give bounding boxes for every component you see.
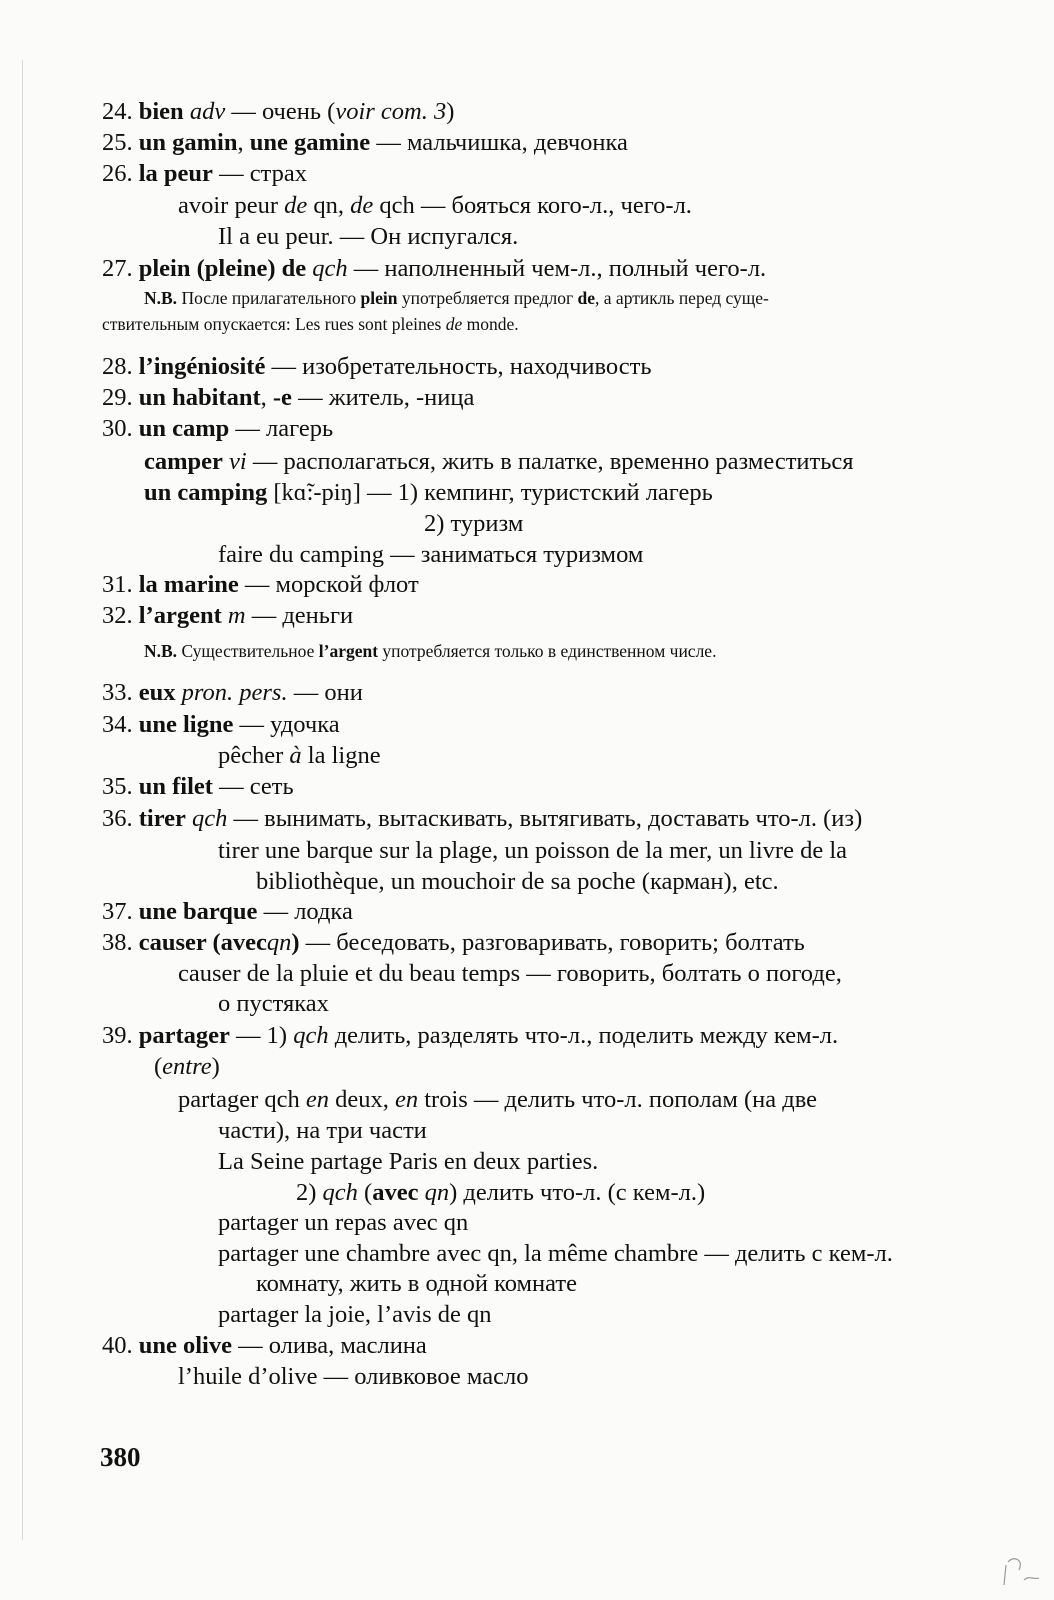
- entry-30-camping: un camping [kɑ̃:-piŋ] — 1) кемпинг, туристский лагерь: [144, 479, 713, 506]
- entry-38: 38. causer (avecqn) — беседовать, разговаривать, говорить; болтать: [102, 929, 805, 956]
- entry-36: 36. tirer qch — вынимать, вытаскивать, вытягивать, доставать что-л. (из): [102, 805, 863, 832]
- entry-30-camping-sense-2: 2) туризм: [424, 510, 524, 537]
- entry-39-entre: (entre): [154, 1053, 220, 1080]
- entry-29: 29. un habitant, -e — житель, -ница: [102, 384, 475, 411]
- entry-40: 40. une olive — олива, маслина: [102, 1332, 427, 1359]
- entry-32: 32. l’argent m — деньги: [102, 602, 354, 629]
- entry-35: 35. un filet — сеть: [102, 773, 294, 800]
- entry-37: 37. une barque — лодка: [102, 898, 353, 925]
- entry-39-example-4: partager une chambre avec qn, la même chambre — делить с кем-л.: [218, 1240, 893, 1267]
- entry-28: 28. l’ingéniosité — изобретательность, находчивость: [102, 353, 652, 380]
- entry-39-example-1-cont: части), на три части: [218, 1117, 427, 1144]
- entry-36-example-2: bibliothèque, un mouchoir de sa poche (карман), etc.: [256, 868, 779, 895]
- entry-33: 33. eux pron. pers. — они: [102, 679, 363, 706]
- page-edge-line: [22, 60, 23, 1540]
- entry-25: 25. un gamin, une gamine — мальчишка, девчонка: [102, 129, 628, 156]
- entry-24: 24. bien adv — очень (voir com. 3): [102, 98, 455, 125]
- entry-39-example-4-cont: комнату, жить в одной комнате: [256, 1270, 577, 1297]
- entry-30-example: faire du camping — заниматься туризмом: [218, 541, 644, 568]
- entry-34-example: pêcher à la ligne: [218, 742, 381, 769]
- entry-39: 39. partager — 1) qch делить, разделять что-л., поделить между кем-л.: [102, 1022, 839, 1049]
- entry-31: 31. la marine — морской флот: [102, 571, 419, 598]
- entry-39-example-2: La Seine partage Paris en deux parties.: [218, 1148, 599, 1175]
- entry-27-note-line-2: ствительным опускается: Les rues sont pleines de monde.: [102, 314, 519, 334]
- entry-27-note-line-1: N.B. После прилагательного plein употребляется предлог de, а артикль перед суще-: [144, 288, 769, 308]
- entry-39-example-5: partager la joie, l’avis de qn: [218, 1301, 492, 1328]
- entry-36-example-1: tirer une barque sur la plage, un poisson de la mer, un livre de la: [218, 837, 848, 864]
- scan-corner-mark: [984, 1540, 1044, 1590]
- entry-26: 26. la peur — страх: [102, 160, 307, 187]
- entry-30: 30. un camp — лагерь: [102, 415, 334, 442]
- entry-39-example-1: partager qch en deux, en trois — делить что-л. пополам (на две: [178, 1086, 817, 1113]
- entry-39-example-3: partager un repas avec qn: [218, 1209, 469, 1236]
- entry-32-note: N.B. Существительное l’argent употребляется только в единственном числе.: [144, 641, 717, 661]
- entry-27: 27. plein (pleine) de qch — наполненный чем-л., полный чего-л.: [102, 255, 767, 282]
- entry-39-sense-2: 2) qch (avec qn) делить что-л. (с кем-л.): [296, 1179, 706, 1206]
- entry-26-example-1: avoir peur de qn, de qch — бояться кого-л., чего-л.: [178, 192, 692, 219]
- page-number: 380: [100, 1442, 141, 1472]
- entry-30-camper: camper vi — располагаться, жить в палатке, временно разместиться: [144, 448, 854, 475]
- entry-38-example-1: causer de la pluie et du beau temps — говорить, болтать о погоде,: [178, 960, 842, 987]
- entry-26-example-2: Il a eu peur. — Он испугался.: [218, 223, 519, 250]
- entry-40-example: l’huile d’olive — оливковое масло: [178, 1363, 529, 1390]
- entry-38-example-2: о пустяках: [218, 990, 329, 1017]
- entry-34: 34. une ligne — удочка: [102, 711, 340, 738]
